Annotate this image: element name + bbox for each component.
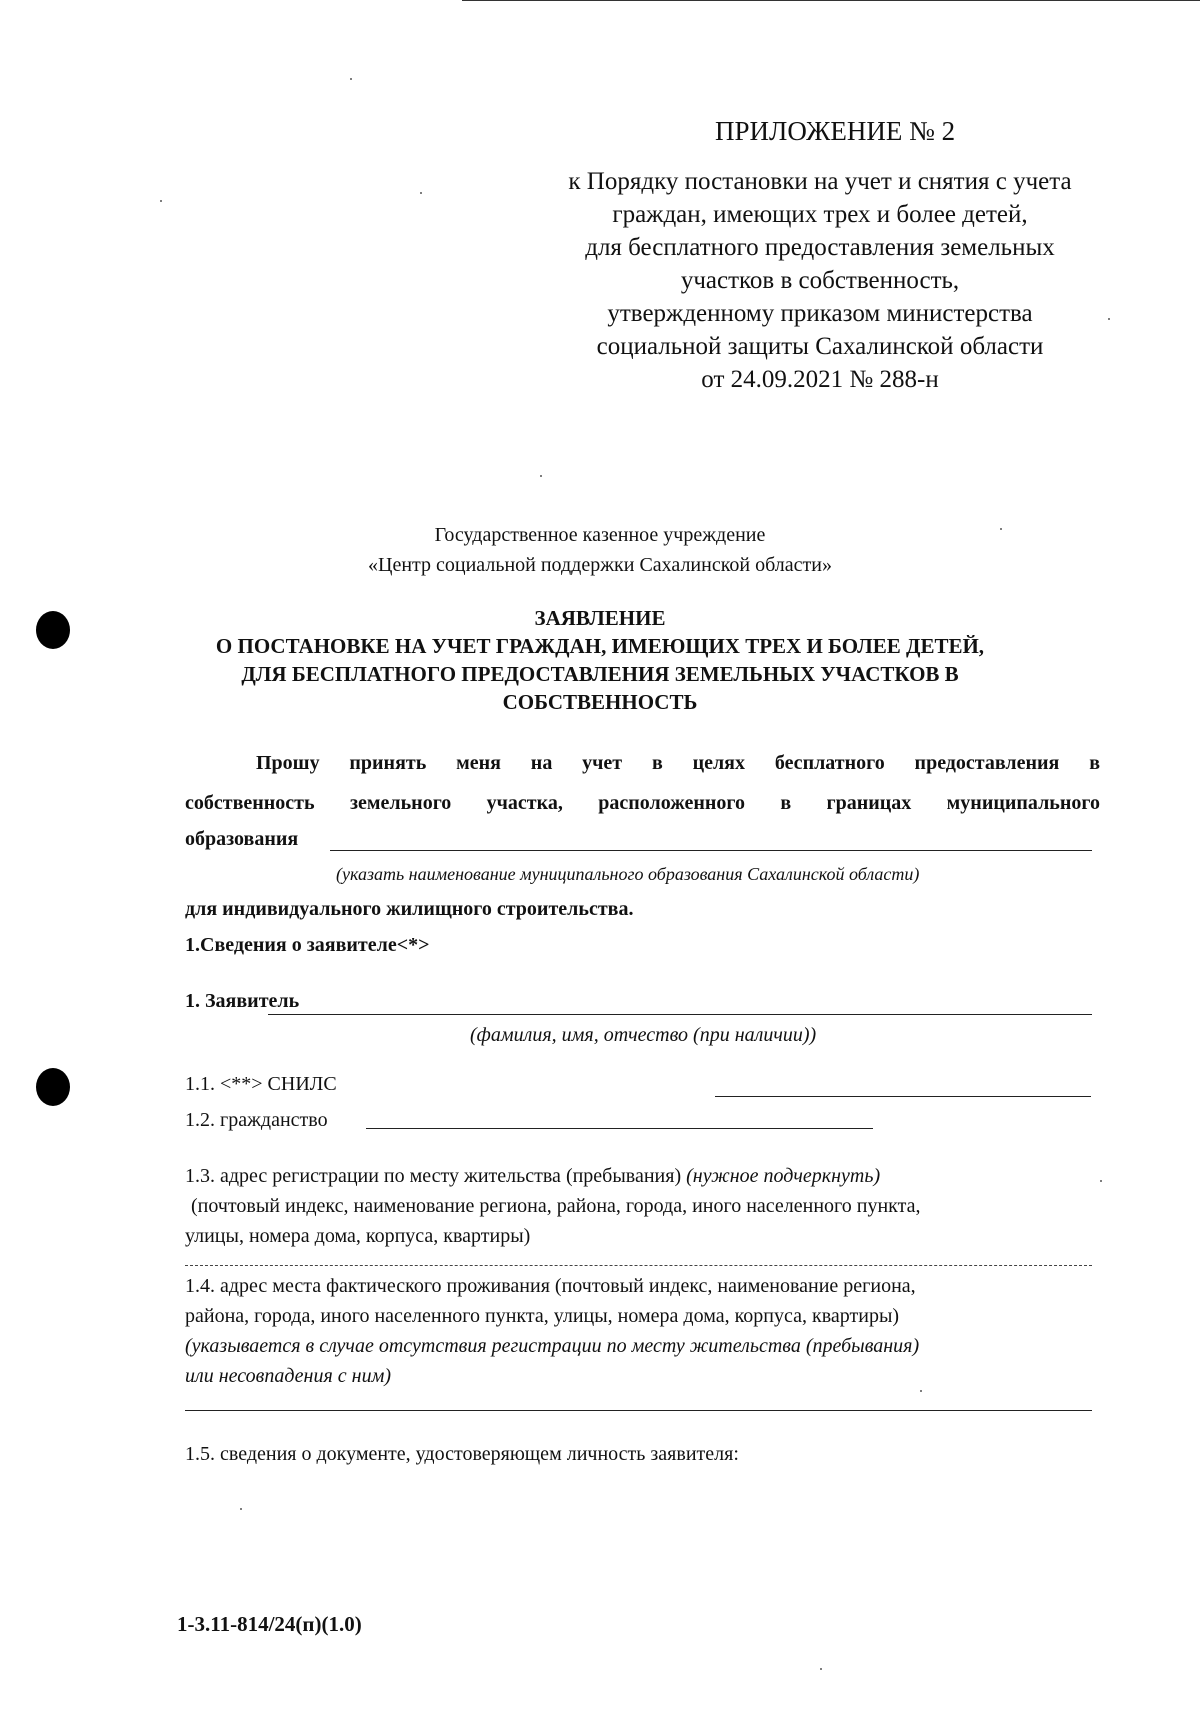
id-document-label: 1.5. сведения о документе, удостоверяющем личность заявителя: [185, 1443, 739, 1465]
citizenship-field[interactable] [366, 1128, 873, 1129]
registration-address-text: 1.3. адрес регистрации по месту жительства (пребывания) [185, 1165, 682, 1187]
punch-hole-mark [36, 1068, 70, 1106]
scan-speck [160, 200, 162, 202]
request-line: Прошу принять меня на учет в целях бесплатного предоставления в [256, 752, 1100, 774]
appendix-subtitle-line: социальной защиты Сахалинской области [596, 333, 1044, 360]
registration-address-note: (нужное подчеркнуть) [686, 1165, 881, 1187]
registration-address-line: улицы, номера дома, корпуса, квартиры) [185, 1225, 531, 1247]
appendix-subtitle-line: к Порядку постановки на учет и снятия с учета [568, 168, 1072, 195]
scan-speck [420, 192, 422, 194]
document-code: 1-3.11-814/24(п)(1.0) [177, 1612, 362, 1636]
statement-title-line: О ПОСТАНОВКЕ НА УЧЕТ ГРАЖДАН, ИМЕЮЩИХ ТРЕХ И БОЛЕЕ ДЕТЕЙ, [215, 634, 985, 658]
appendix-subtitle-line: от 24.09.2021 № 288-н [701, 366, 939, 393]
snils-label: 1.1. <**> СНИЛС [185, 1073, 337, 1095]
applicant-section-heading [185, 934, 430, 957]
recipient-organization [300, 520, 900, 580]
scan-speck [1000, 528, 1002, 530]
purpose-text: для индивидуального жилищного строительства. [185, 898, 634, 920]
organization-line: Государственное казенное учреждение [434, 524, 766, 546]
statement-title-line: СОБСТВЕННОСТЬ [502, 690, 698, 714]
snils-field[interactable] [715, 1096, 1091, 1097]
scan-speck [540, 475, 542, 477]
punch-hole-mark [36, 611, 70, 649]
statement-title-line: ДЛЯ БЕСПЛАТНОГО ПРЕДОСТАВЛЕНИЯ ЗЕМЕЛЬНЫХ УЧАСТКОВ В [241, 662, 959, 686]
request-line: собственность земельного участка, расположенного в границах муниципального [185, 792, 1100, 814]
registration-address-field[interactable] [185, 1265, 1092, 1266]
appendix-subtitle-line: граждан, имеющих трех и более детей, [612, 201, 1028, 228]
statement-title [150, 604, 1050, 716]
appendix-subtitle [520, 165, 1120, 396]
appendix-subtitle-line: утвержденному приказом министерства [607, 300, 1033, 327]
actual-address-label: 1.4. адрес места фактического проживания (почтовый индекс, наименование региона, [185, 1275, 916, 1297]
applicant-name-field[interactable] [268, 1014, 1092, 1015]
municipality-label: образования [185, 828, 299, 850]
registration-address-label [185, 1165, 880, 1188]
actual-address-note: (указывается в случае отсутствия регистрации по месту жительства (пребывания) [185, 1335, 920, 1357]
scan-speck [350, 78, 352, 80]
actual-address-field[interactable] [185, 1410, 1092, 1411]
applicant-label: 1. Заявитель [185, 990, 300, 1012]
appendix-subtitle-line: участков в собственность, [680, 267, 960, 294]
scan-speck [240, 1508, 242, 1510]
citizenship-label: 1.2. гражданство [185, 1109, 328, 1131]
applicant-section-heading-text: 1.Сведения о заявителе<*> [185, 934, 430, 956]
scan-speck [920, 1390, 922, 1392]
organization-line: «Центр социальной поддержки Сахалинской области» [368, 554, 832, 576]
scan-top-border [462, 0, 1200, 1]
appendix-subtitle-line: для бесплатного предоставления земельных [585, 234, 1055, 261]
appendix-title: ПРИЛОЖЕНИЕ № 2 [715, 116, 956, 146]
statement-heading: ЗАЯВЛЕНИЕ [534, 606, 666, 630]
applicant-name-hint: (фамилия, имя, отчество (при наличии)) [470, 1024, 817, 1046]
actual-address-note: или несовпадения с ним) [185, 1365, 391, 1387]
scan-speck [1100, 1180, 1102, 1182]
actual-address-line: района, города, иного населенного пункта, улицы, номера дома, корпуса, квартиры) [185, 1305, 900, 1327]
municipality-hint: (указать наименование муниципального образования Сахалинской области) [336, 864, 920, 884]
scan-speck [820, 1668, 822, 1670]
municipality-field[interactable] [330, 850, 1092, 851]
registration-address-line: (почтовый индекс, наименование региона, района, города, иного населенного пункта, [191, 1195, 921, 1217]
